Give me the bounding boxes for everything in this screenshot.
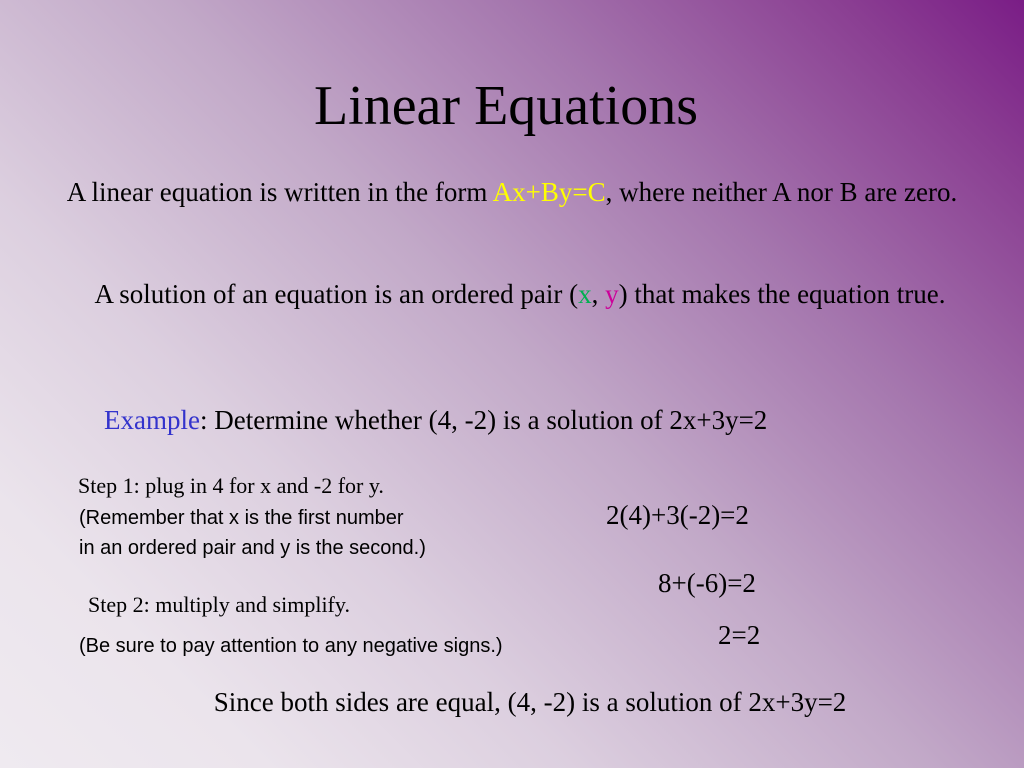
example-text: : Determine whether (4, -2) is a solution of 2x+3y=2 <box>199 405 768 435</box>
step1-instruction: Step 1: plug in 4 for x and -2 for y. <box>78 473 384 498</box>
work-line-result: 2=2 <box>718 620 761 650</box>
example-statement <box>104 402 767 438</box>
step2-note: (Be sure to pay attention to any negative signs.) <box>79 635 503 657</box>
y-variable-highlight: y <box>605 279 619 309</box>
solution-text-before: A solution of an equation is an ordered pair ( <box>94 279 579 309</box>
x-variable-highlight: x <box>578 279 592 309</box>
conclusion-statement: Since both sides are equal, (4, -2) is a solution of 2x+3y=2 <box>213 687 847 717</box>
solution-definition <box>60 274 980 314</box>
slide-title: Linear Equations <box>313 75 699 137</box>
linear-equation-definition <box>40 172 984 212</box>
work-line-multiply: 8+(-6)=2 <box>658 568 756 598</box>
step1-note-line2: in an ordered pair and y is the second.) <box>79 537 426 559</box>
step2-instruction: Step 2: multiply and simplify. <box>88 592 350 617</box>
definition-text-before: A linear equation is written in the form <box>66 177 493 207</box>
standard-form-highlight: Ax+By=C <box>492 177 606 207</box>
solution-text-after: ) that makes the equation true. <box>618 279 946 309</box>
solution-comma: , <box>591 279 606 309</box>
example-label: Example <box>104 405 200 435</box>
work-line-substitution: 2(4)+3(-2)=2 <box>606 500 749 530</box>
step1-note-line1: (Remember that x is the first number <box>79 507 404 529</box>
definition-text-after: , where neither A nor B are zero. <box>605 177 958 207</box>
